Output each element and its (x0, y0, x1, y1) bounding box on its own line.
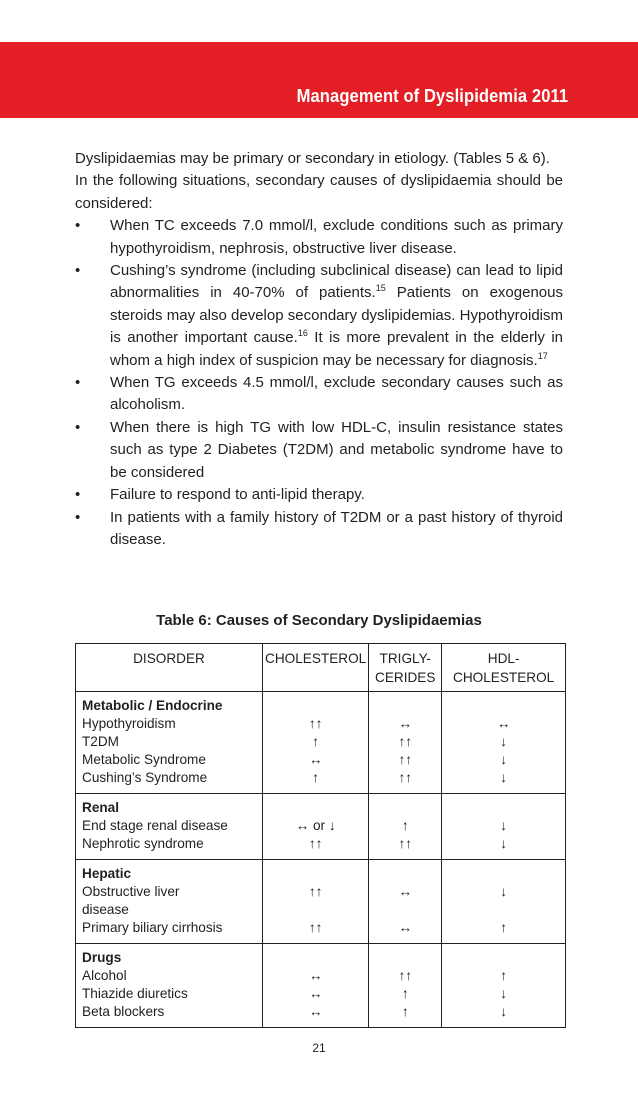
disorder-cell: Hepatic Obstructive liver disease Primary biliary cirrhosis (76, 860, 263, 944)
body-text (75, 148, 563, 551)
bullet-marker: • (75, 374, 81, 392)
hdl-cell: ↓ ↓ (442, 794, 566, 860)
bullet-marker: • (75, 508, 81, 526)
hdl-cell: ↓ ↑ (442, 860, 566, 944)
cholesterol-cell: ↔ or ↓ ↑↑ (263, 794, 369, 860)
reference-superscript: 16 (297, 328, 308, 339)
disorder-cell: Drugs Alcohol Thiazide diuretics Beta blockers (76, 944, 263, 1028)
table-row-renal (76, 794, 566, 860)
reference-superscript: 15 (375, 283, 386, 294)
intro-paragraph-1: Dyslipidaemias may be primary or secondary in etiology. (Tables 5 & 6). (75, 150, 550, 167)
table-header-row (76, 644, 566, 692)
bullet-marker: • (75, 418, 81, 436)
column-header-disorder: DISORDER (76, 644, 263, 692)
triglycerides-cell: ↑↑ ↑ ↑ (369, 944, 442, 1028)
table-caption: Table 6: Causes of Secondary Dyslipidaemias (156, 612, 482, 629)
triglycerides-cell: ↔ ↑↑ ↑↑ ↑↑ (369, 692, 442, 794)
disorder-cell: Metabolic / Endocrine Hypothyroidism T2DM Metabolic Syndrome Cushing’s Syndrome (76, 692, 263, 794)
cholesterol-cell: ↑↑ ↑ ↔ ↑ (263, 692, 369, 794)
bullet-marker: • (75, 486, 81, 504)
list-item (75, 507, 563, 552)
column-header-triglycerides: TRIGLY- CERIDES (369, 644, 442, 692)
table-row-drugs (76, 944, 566, 1028)
list-item-text: Patients on exogenous steroids may also develop secondary dyslipidemias. Hypothyroidism is another important cause. (110, 284, 563, 347)
secondary-causes-table (75, 643, 566, 1028)
cholesterol-cell: ↑↑ ↑↑ (263, 860, 369, 944)
list-item-text: Cushing’s syndrome (including subclinical disease) can lead to lipid abnormalities in 40-70% of patients. (110, 262, 563, 302)
list-item (75, 484, 563, 506)
column-header-hdl-cholesterol: HDL- CHOLESTEROL (442, 644, 566, 692)
hdl-cell: ↑ ↓ ↓ (442, 944, 566, 1028)
group-heading: Drugs (82, 950, 122, 965)
triglycerides-cell: ↑ ↑↑ (369, 794, 442, 860)
list-item-text: Failure to respond to anti-lipid therapy. (110, 486, 365, 504)
list-item-text: When TC exceeds 7.0 mmol/l, exclude conditions such as primary hypothyroidism, nephrosis, obstructive liver disease. (110, 217, 563, 257)
column-header-cholesterol: CHOLESTEROL (263, 644, 369, 692)
intro-paragraph-2: In the following situations, secondary causes of dyslipidaemia should be considered: (75, 172, 563, 212)
list-item (75, 417, 563, 484)
bullet-marker: • (75, 217, 81, 235)
list-item (75, 215, 563, 260)
page-number: 21 (312, 1041, 326, 1055)
table-row-metabolic-endocrine (76, 692, 566, 794)
bullet-marker: • (75, 262, 81, 280)
reference-superscript: 17 (537, 350, 548, 361)
running-header-title: Management of Dyslipidemia 2011 (296, 86, 568, 106)
group-heading: Metabolic / Endocrine (82, 698, 223, 713)
list-item-text: It is more prevalent in the elderly in whom a high index of suspicion may be necessary for diagnosis. (110, 329, 563, 369)
group-heading: Hepatic (82, 866, 132, 881)
table-row-hepatic (76, 860, 566, 944)
secondary-causes-list (75, 215, 563, 551)
list-item (75, 372, 563, 417)
list-item-text: When there is high TG with low HDL-C, insulin resistance states such as type 2 Diabetes (T2DM) and metabolic syndrome have to be considered (110, 418, 563, 481)
cholesterol-cell: ↔ ↔ ↔ (263, 944, 369, 1028)
list-item-text: In patients with a family history of T2DM or a past history of thyroid disease. (110, 508, 563, 548)
list-item (75, 260, 563, 372)
disorder-cell: Renal End stage renal disease Nephrotic syndrome (76, 794, 263, 860)
list-item-text: When TG exceeds 4.5 mmol/l, exclude secondary causes such as alcoholism. (110, 374, 563, 414)
triglycerides-cell: ↔ ↔ (369, 860, 442, 944)
group-heading: Renal (82, 800, 120, 815)
hdl-cell: ↔ ↓ ↓ ↓ (442, 692, 566, 794)
